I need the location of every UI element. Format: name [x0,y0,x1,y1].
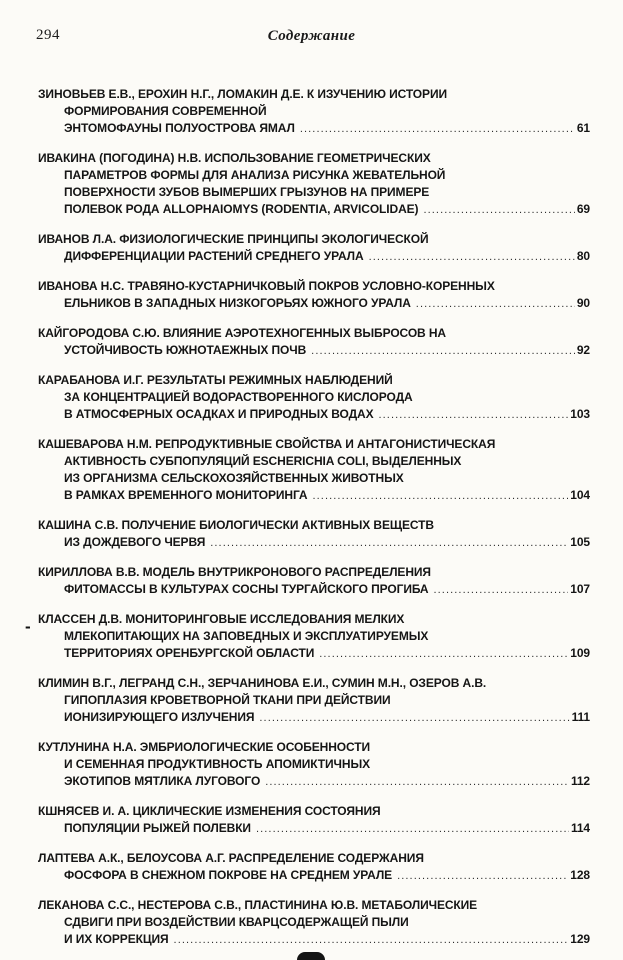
toc-entry [38,803,590,838]
entry-title-segment: ЗА КОНЦЕНТРАЦИЕЙ ВОДОРАСТВОРЕННОГО КИСЛОРОДА [64,390,413,404]
entry-first-line-text [38,87,447,101]
entry-page-number: 80 [576,249,590,263]
entry-line [38,850,590,867]
entry-line [38,436,590,453]
entry-line [38,406,590,424]
entry-line [38,803,590,820]
dot-leader [378,406,568,424]
entry-line [38,517,590,534]
toc-entry [38,897,590,949]
entry-title-segment: МЛЕКОПИТАЮЩИХ НА ЗАПОВЕДНЫХ И ЭКСПЛУАТИРУЕМЫХ [64,629,429,643]
entry-title-segment: ГИПОПЛАЗИЯ КРОВЕТВОРНОЙ ТКАНИ ПРИ ДЕЙСТВИИ [64,693,391,707]
entry-title-segment: ФОРМИРОВАНИЯ СОВРЕМЕННОЙ [64,104,267,118]
dot-leader [313,487,569,505]
entry-title-segment: УСТОЙЧИВОСТЬ ЮЖНОТАЕЖНЫХ ПОЧВ [64,343,307,357]
entry-title-segment: ИЗ ОРГАНИЗМА СЕЛЬСКОХОЗЯЙСТВЕННЫХ ЖИВОТНЫХ [64,471,404,485]
entry-title-segment: РЕЗУЛЬТАТЫ РЕЖИМНЫХ НАБЛЮДЕНИЙ [143,373,393,387]
entry-line [38,675,590,692]
entry-line [38,739,590,756]
entry-title-segment: ЭМБРИОЛОГИЧЕСКИЕ ОСОБЕННОСТИ [136,740,371,754]
entry-line [38,184,590,201]
entry-line [38,453,590,470]
entry-title-segment: АКТИВНОСТЬ СУБПОПУЛЯЦИЙ ESCHERICHIA COLI, ВЫДЕЛЕННЫХ [64,454,462,468]
entry-authors: ЗИНОВЬЕВ Е.В., ЕРОХИН Н.Г., ЛОМАКИН Д.Е. [38,87,304,101]
entry-line [38,201,590,219]
entry-line [38,611,590,628]
entry-first-line-text [38,232,429,246]
entry-authors: КИРИЛЛОВА В.В. [38,565,140,579]
toc-entries [38,86,590,960]
entry-first-line-text [38,565,431,579]
toc-entry [38,564,590,599]
page-number: 294 [36,27,60,43]
entry-title-segment: ЕЛЬНИКОВ В ЗАПАДНЫХ НИЗКОГОРЬЯХ ЮЖНОГО УРАЛА [64,296,411,310]
dot-leader [319,645,568,663]
entry-title-segment: ИЗ ДОЖДЕВОГО ЧЕРВЯ [64,535,206,549]
entry-line [38,581,590,599]
entry-authors: КАЙГОРОДОВА С.Ю. [38,326,160,340]
entry-line [38,372,590,389]
entry-line [38,867,590,885]
dot-leader [259,709,569,727]
entry-title-segment: К ИЗУЧЕНИЮ ИСТОРИИ [303,87,447,101]
entry-title-segment: ЭНТОМОФАУНЫ ПОЛУОСТРОВА ЯМАЛ [64,121,295,135]
entry-authors: КЛИМИН В.Г., ЛЕГРАНД С.Н., ЗЕРЧАНИНОВА Е.И., СУМИН М.Н., ОЗЕРОВ А.В. [38,676,487,690]
page-header [0,27,623,45]
entry-page-number: 128 [570,868,590,882]
dot-leader [397,867,568,885]
entry-title-segment: ЭКОТИПОВ МЯТЛИКА ЛУГОВОГО [64,774,261,788]
dot-leader [265,773,569,791]
dot-leader [300,120,575,138]
entry-authors: КУТЛУНИНА Н.А. [38,740,137,754]
entry-line [38,914,590,931]
entry-first-line-text [38,518,434,532]
entry-line [38,628,590,645]
entry-title-segment: ПОВЕРХНОСТИ ЗУБОВ ВЫМЕРШИХ ГРЫЗУНОВ НА ПРИМЕРЕ [64,185,430,199]
entry-title-segment: ТЕРРИТОРИЯХ ОРЕНБУРГСКОЙ ОБЛАСТИ [64,646,315,660]
entry-page-number: 61 [576,121,590,135]
entry-line [38,231,590,248]
entry-title-segment: СДВИГИ ПРИ ВОЗДЕЙСТВИИ КВАРЦСОДЕРЖАЩЕЙ ПЫЛИ [64,915,409,929]
entry-line [38,103,590,120]
entry-first-line-text [38,279,495,293]
entry-line [38,120,590,138]
entry-line [38,325,590,342]
entry-first-line-text [38,373,393,387]
toc-entry [38,675,590,727]
entry-page-number: 90 [576,296,590,310]
entry-page-number: 114 [570,821,590,835]
entry-authors: ИВАНОВ Л.А. [38,232,117,246]
entry-title-segment: В АТМОСФЕРНЫХ ОСАДКАХ И ПРИРОДНЫХ ВОДАХ [64,407,374,421]
entry-title-segment: МОНИТОРИНГОВЫЕ ИССЛЕДОВАНИЯ МЕЛКИХ [122,612,405,626]
entry-title-segment: ВЛИЯНИЕ АЭРОТЕХНОГЕННЫХ ВЫБРОСОВ НА [159,326,446,340]
entry-line [38,150,590,167]
entry-title-segment: ПОЛЕВОК РОДА ALLOPHAIOMYS (RODENTIA, ARVICOLIDAE) [64,202,419,216]
entry-authors: ЛЕКАНОВА С.С., НЕСТЕРОВА С.В., ПЛАСТИНИНА Ю.В. [38,898,359,912]
entry-line [38,820,590,838]
entry-title-segment: ИСПОЛЬЗОВАНИЕ ГЕОМЕТРИЧЕСКИХ [201,151,431,165]
dot-leader [433,581,568,599]
entry-first-line-text [38,437,495,451]
entry-line [38,534,590,552]
entry-title-segment: ФОСФОРА В СНЕЖНОМ ПОКРОВЕ НА СРЕДНЕМ УРАЛЕ [64,868,393,882]
dot-leader [256,820,569,838]
entry-line [38,470,590,487]
entry-line [38,645,590,663]
toc-entry [38,372,590,424]
entry-first-line-text [38,326,446,340]
entry-line [38,389,590,406]
entry-page-number: 107 [570,582,590,596]
entry-first-line-text [38,676,486,690]
dot-leader [423,201,574,219]
entry-title-segment: РАСПРЕДЕЛЕНИЕ СОДЕРЖАНИЯ [225,851,424,865]
dot-leader [369,248,575,266]
entry-title-segment: МОДЕЛЬ ВНУТРИКРОНОВОГО РАСПРЕДЕЛЕНИЯ [139,565,431,579]
entry-line [38,86,590,103]
entry-authors: КЛАССЕН Д.В. [38,612,123,626]
dot-leader [311,342,575,360]
entry-line [38,692,590,709]
entry-title-segment: И СЕМЕННАЯ ПРОДУКТИВНОСТЬ АПОМИКТИЧНЫХ [64,757,371,771]
entry-title-segment: В РАМКАХ ВРЕМЕННОГО МОНИТОРИНГА [64,488,308,502]
entry-page-number: 109 [570,646,590,660]
entry-authors: ЛАПТЕВА А.К., БЕЛОУСОВА А.Г. [38,851,226,865]
toc-entry [38,278,590,313]
entry-first-line-text [38,851,424,865]
entry-page-number: 105 [570,535,590,549]
entry-line [38,487,590,505]
entry-line [38,756,590,773]
entry-title-segment: ЦИКЛИЧЕСКИЕ ИЗМЕНЕНИЯ СОСТОЯНИЯ [129,804,381,818]
entry-title-segment: ПАРАМЕТРОВ ФОРМЫ ДЛЯ АНАЛИЗА РИСУНКА ЖЕВАТЕЛЬНОЙ [64,168,446,182]
entry-line [38,167,590,184]
scan-artifact-blot [297,952,325,960]
entry-line [38,773,590,791]
entry-page-number: 69 [576,202,590,216]
entry-line [38,564,590,581]
toc-entry [38,517,590,552]
entry-first-line-text [38,898,477,912]
entry-title-segment: РЕПРОДУКТИВНЫЕ СВОЙСТВА И АНТАГОНИСТИЧЕСКАЯ [151,437,496,451]
entry-title-segment: ФИЗИОЛОГИЧЕСКИЕ ПРИНЦИПЫ ЭКОЛОГИЧЕСКОЙ [116,232,429,246]
entry-title-segment: МЕТАБОЛИЧЕСКИЕ [358,898,478,912]
entry-line [38,248,590,266]
entry-authors: ИВАНОВА Н.С. [38,279,125,293]
entry-line [38,295,590,313]
entry-first-line-text [38,612,404,626]
entry-authors: ИВАКИНА (ПОГОДИНА) Н.В. [38,151,202,165]
entry-authors: КАШЕВАРОВА Н.М. [38,437,152,451]
entry-title-segment: ДИФФЕРЕНЦИАЦИИ РАСТЕНИЙ СРЕДНЕГО УРАЛА [64,249,364,263]
entry-line [38,931,590,949]
entry-page-number: 112 [570,774,590,788]
toc-entry [38,611,590,663]
toc-entry [38,86,590,138]
toc-entry [38,231,590,266]
dot-leader [210,534,568,552]
entry-title-segment: ИОНИЗИРУЮЩЕГО ИЗЛУЧЕНИЯ [64,710,255,724]
entry-title-segment: ФИТОМАССЫ В КУЛЬТУРАХ СОСНЫ ТУРГАЙСКОГО ПРОГИБА [64,582,429,596]
toc-entry [38,150,590,219]
toc-entry [38,850,590,885]
dot-leader [174,931,569,949]
entry-title-segment: ТРАВЯНО-КУСТАРНИЧКОВЫЙ ПОКРОВ УСЛОВНО-КОРЕННЫХ [124,279,495,293]
entry-page-number: 129 [570,932,590,946]
entry-page-number: 104 [570,488,590,502]
entry-title-segment: ПОЛУЧЕНИЕ БИОЛОГИЧЕСКИ АКТИВНЫХ ВЕЩЕСТВ [118,518,434,532]
entry-authors: КАШИНА С.В. [38,518,119,532]
entry-first-line-text [38,804,381,818]
entry-authors: КШНЯСЕВ И. А. [38,804,130,818]
entry-line [38,709,590,727]
entry-page-number: 103 [570,407,590,421]
entry-page-number: 92 [576,343,590,357]
entry-first-line-text [38,151,431,165]
entry-title-segment: И ИХ КОРРЕКЦИЯ [64,932,169,946]
toc-entry [38,436,590,505]
entry-authors: КАРАБАНОВА И.Г. [38,373,144,387]
toc-entry [38,325,590,360]
margin-dash-mark: - [25,617,31,636]
page-title: Содержание [267,28,356,44]
entry-line [38,278,590,295]
entry-page-number: 111 [571,710,590,724]
entry-line [38,342,590,360]
entry-line [38,897,590,914]
toc-entry [38,739,590,791]
entry-title-segment: ПОПУЛЯЦИИ РЫЖЕЙ ПОЛЕВКИ [64,821,251,835]
entry-first-line-text [38,740,370,754]
dot-leader [416,295,575,313]
